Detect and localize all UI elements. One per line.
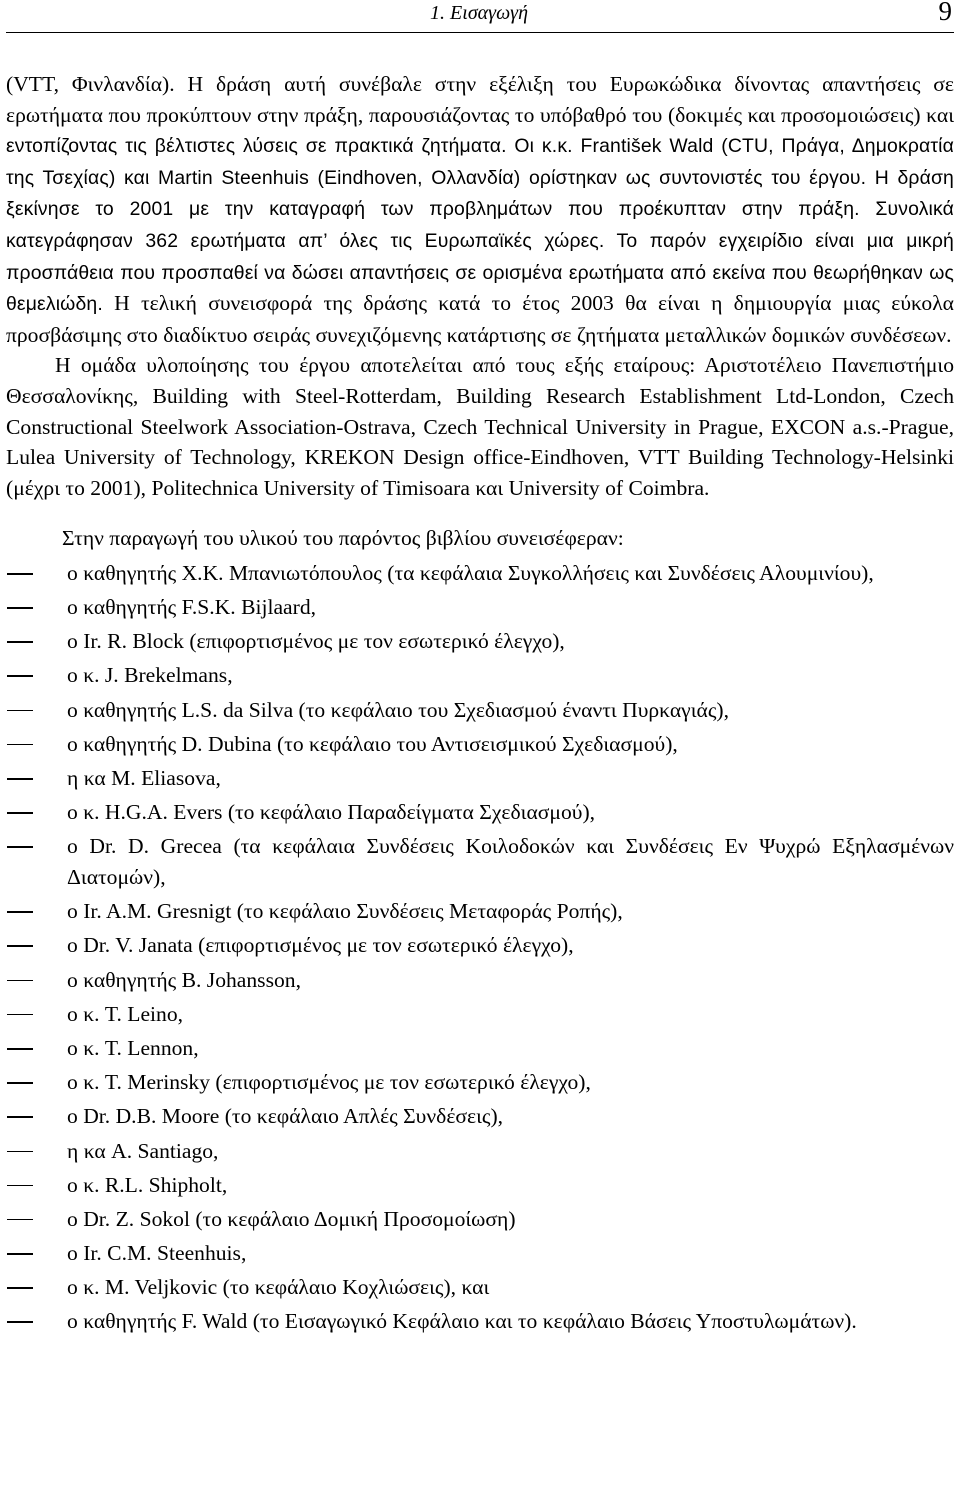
contributor-text: ο κ. T. Lennon,: [67, 1035, 199, 1060]
contributor-item: [6, 558, 954, 589]
dash-bullet-icon: [7, 1287, 33, 1289]
contributor-item: [6, 592, 954, 623]
dash-bullet-icon: [7, 1116, 33, 1118]
contributor-item: [6, 999, 954, 1030]
contributor-item: [6, 965, 954, 996]
dash-bullet-icon: [7, 1321, 33, 1323]
contributor-text: ο κ. J. Brekelmans,: [67, 663, 233, 688]
contributor-item: [6, 626, 954, 657]
contributor-text: ο καθηγητής F.S.K. Bijlaard,: [67, 595, 317, 620]
contributor-text: ο Dr. Z. Sokol (το κεφάλαιο Δομική Προσομοίωση): [67, 1206, 516, 1231]
contributor-text: η κα A. Santiago,: [67, 1138, 219, 1163]
contributor-text: ο κ. T. Leino,: [67, 1001, 184, 1026]
contributor-item: [6, 1170, 954, 1201]
contributor-text: ο κ. M. Veljkovic (το κεφάλαιο Κοχλιώσεις), και: [67, 1275, 490, 1300]
contributor-item: [6, 1272, 954, 1303]
dash-bullet-icon: [7, 1048, 33, 1050]
dash-bullet-icon: [7, 1014, 33, 1016]
contributor-item: [6, 930, 954, 961]
dash-bullet-icon: [7, 607, 33, 609]
dash-bullet-icon: [7, 980, 33, 982]
dash-bullet-icon: [7, 710, 33, 712]
contributor-text: ο καθηγητής Χ.Κ. Μπανιωτόπουλος (τα κεφάλαια Συγκολλήσεις και Συνδέσεις Αλουμινίου),: [67, 560, 874, 585]
contributor-text: ο καθηγητής F. Wald (το Εισαγωγικό Κεφάλαιο και το κεφάλαιο Βάσεις Υποστυλωμάτων).: [67, 1309, 857, 1334]
contributor-item: [6, 763, 954, 794]
dash-bullet-icon: [7, 641, 33, 643]
contributor-item: [6, 1033, 954, 1064]
paragraph-project-description: [6, 69, 954, 350]
paragraph-text-sans: εντοπίζοντας τις βέλτιστες λύσεις σε πρακτικά ζητήματα. Οι κ.κ. František Wald (CTU, Πράγα, Δημοκρατία της Τσεχίας) και Martin Steenhuis (Eindhoven, Ολλανδία) ορίστηκαν ως συντονιστές του έργου. Η δράση ξεκίνησε το 2001 με την καταγραφή των προβλημάτων που προέκυπταν στην πράξη. Συνολικά κατεγράφησαν 362 ερωτήματα απ’ όλες τις Ευρωπαϊκές χώρες. Το παρόν εγχειρίδιο είναι μια μικρή προσπάθεια που προσπαθεί να δώσει απαντήσεις σε ορισμένα ερωτήματα από εκείνα που θεωρήθηκαν ως θεμελιώδη.: [6, 135, 954, 316]
dash-bullet-icon: [7, 812, 33, 814]
contributor-item: [6, 695, 954, 726]
dash-bullet-icon: [7, 846, 33, 848]
section-title: 1. Εισαγωγή: [430, 2, 528, 24]
contributor-item: [6, 1101, 954, 1132]
contributor-item: [6, 729, 954, 760]
contributor-text: ο Ir. A.M. Gresnigt (το κεφάλαιο Συνδέσεις Μεταφοράς Ροπής),: [67, 899, 623, 924]
contributor-text: ο καθηγητής D. Dubina (το κεφάλαιο του Αντισεισμικού Σχεδιασμού),: [67, 731, 678, 756]
contributor-text: ο κ. H.G.A. Evers (το κεφάλαιο Παραδείγματα Σχεδιασμού),: [67, 800, 596, 825]
dash-bullet-icon: [7, 1253, 33, 1255]
contributor-text: ο Ir. R. Block (επιφορτισμένος με τον εσωτερικό έλεγχο),: [67, 629, 565, 654]
paragraph-text-serif-end: Η τελική συνεισφορά της δράσης κατά το έτος 2003 θα είναι η δημιουργία μιας εύκολα προσβάσιμης στο διαδίκτυο σειράς συνεχιζόμενης κατάρτισης σε ζητήματα μεταλλικών δομικών συνδέσεων.: [6, 291, 954, 347]
dash-bullet-icon: [7, 1185, 33, 1187]
contributor-text: η κα M. Eliasova,: [67, 766, 221, 791]
dash-bullet-icon: [7, 1082, 33, 1084]
contributor-text: ο Dr. D.B. Moore (το κεφάλαιο Απλές Συνδέσεις),: [67, 1104, 504, 1129]
dash-bullet-icon: [7, 573, 33, 575]
dash-bullet-icon: [7, 675, 33, 677]
dash-bullet-icon: [7, 778, 33, 780]
contributors-list: [6, 558, 954, 1337]
paragraph-text-serif: (VTT, Φινλανδία). Η δράση αυτή συνέβαλε στην εξέλιξη του Ευρωκώδικα δίνοντας απαντήσεις σε ερωτήματα που προκύπτουν στην πράξη, παρουσιάζοντας το υπόβαθρό του (δοκιμές και προσομοιώσεις) και: [6, 72, 954, 127]
dash-bullet-icon: [7, 1151, 33, 1153]
contributors-intro: Στην παραγωγή του υλικού του παρόντος βιβλίου συνεισέφεραν:: [62, 526, 624, 551]
contributor-item: [6, 896, 954, 927]
contributor-text: ο κ. T. Merinsky (επιφορτισμένος με τον εσωτερικό έλεγχο),: [67, 1070, 591, 1095]
contributor-item: [6, 1238, 954, 1269]
contributor-item: [6, 797, 954, 828]
contributor-text: ο κ. R.L. Shipholt,: [67, 1172, 228, 1197]
contributor-text: ο καθηγητής B. Johansson,: [67, 967, 301, 992]
contributor-text: ο Dr. V. Janata (επιφορτισμένος με τον εσωτερικό έλεγχο),: [67, 933, 574, 958]
contributor-item: [6, 1306, 954, 1337]
paragraph-project-partners: Η ομάδα υλοποίησης του έργου αποτελείται από τους εξής εταίρους: Αριστοτέλειο Πανεπιστήμιο Θεσσαλονίκης, Building with Steel-Rotterdam, Building Research Establishment Ltd-London, Czech Constructional Steelwork Association-Ostrava, Czech Technical University in Prague, EXCON a.s.-Prague, Lulea University of Technology, KREKON Design office-Eindhoven, VTT Building Technology-Helsinki (μέχρι το 2001), Politechnica University of Timisoara και University of Coimbra.: [6, 353, 954, 500]
contributor-item: [6, 1067, 954, 1098]
contributor-item: [6, 1204, 954, 1235]
dash-bullet-icon: [7, 1219, 33, 1221]
contributor-text: ο καθηγητής L.S. da Silva (το κεφάλαιο του Σχεδιασμού έναντι Πυρκαγιάς),: [67, 697, 729, 722]
dash-bullet-icon: [7, 744, 33, 746]
contributor-item: [6, 660, 954, 691]
contributor-item: [6, 831, 954, 892]
dash-bullet-icon: [7, 911, 33, 913]
contributor-text: ο Ir. C.M. Steenhuis,: [67, 1241, 247, 1266]
contributor-item: [6, 1136, 954, 1167]
running-header: [6, 0, 954, 33]
contributor-text: ο Dr. D. Grecea (τα κεφάλαια Συνδέσεις Κοιλοδοκών και Συνδέσεις Εν Ψυχρώ Εξηλασμένων Διατομών),: [67, 834, 954, 889]
dash-bullet-icon: [7, 945, 33, 947]
page-number: 9: [938, 0, 952, 26]
